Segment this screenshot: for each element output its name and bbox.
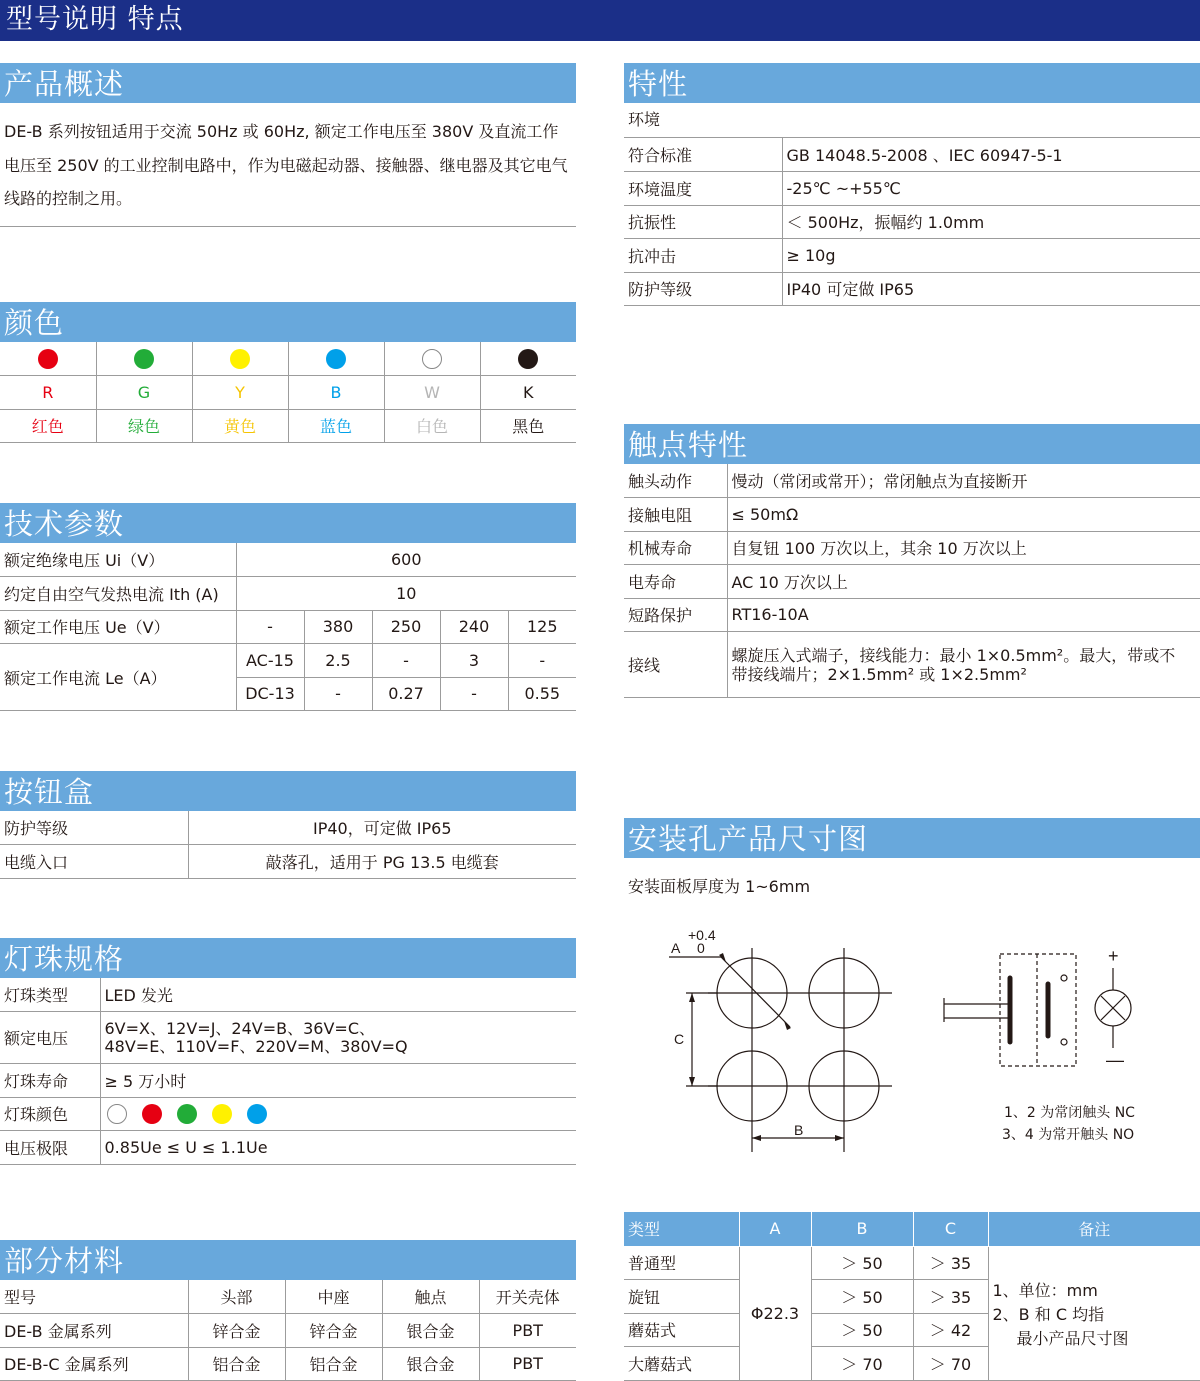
box-label: 电缆入口 [0, 845, 188, 879]
color-name: 白色 [384, 409, 480, 443]
no-note: 3、4 为常开触头 NO [1002, 1127, 1135, 1143]
material-cell: 银合金 [382, 1314, 479, 1348]
color-name: 黄色 [192, 409, 288, 443]
voltage-value: 240 [440, 610, 508, 644]
contact-section [624, 424, 1200, 698]
color-code-row [0, 376, 576, 410]
insulation-label: 额定绝缘电压 Ui（V） [0, 543, 236, 577]
color-swatch-green [96, 342, 192, 376]
table-row [0, 1314, 576, 1348]
mount-title: 安装孔产品尺寸图 [624, 818, 1200, 858]
contact-title: 触点特性 [624, 424, 1200, 464]
yellow-dot-icon [230, 349, 250, 369]
table-row [624, 205, 1200, 239]
current-value: - [372, 644, 440, 678]
blue-dot-icon [326, 349, 346, 369]
yellow-dot-icon [212, 1104, 232, 1124]
table-row [0, 1097, 576, 1131]
red-dot-icon [38, 349, 58, 369]
lamp-life-label: 灯珠寿命 [0, 1064, 100, 1098]
color-name-row [0, 409, 576, 443]
material-cell: PBT [479, 1314, 576, 1348]
dim-c-label: C [674, 1031, 685, 1047]
mounting-hole-diagram [624, 920, 1200, 1160]
tech-title: 技术参数 [0, 503, 576, 543]
dim-b-value: ＞ 50 [811, 1313, 913, 1347]
tech-section [0, 503, 576, 711]
current-value: 0.27 [372, 677, 440, 711]
green-dot-icon [177, 1104, 197, 1124]
black-dot-icon [518, 349, 538, 369]
current-label: 额定工作电流 Le（A） [0, 644, 236, 711]
thermal-value: 10 [236, 577, 576, 611]
box-section [0, 771, 576, 879]
column-header: 开关壳体 [479, 1280, 576, 1314]
green-dot-icon [134, 349, 154, 369]
table-row [624, 632, 1200, 698]
material-cell: 锌合金 [285, 1314, 382, 1348]
lamp-section [0, 938, 576, 1165]
table-row [624, 464, 1200, 498]
color-swatch-black [480, 342, 576, 376]
contact-label: 电寿命 [624, 565, 727, 599]
table-row [0, 1131, 576, 1165]
current-value: - [440, 677, 508, 711]
contact-value: 慢动（常闭或常开）；常闭触点为直接断开 [727, 464, 1200, 498]
table-row [624, 172, 1200, 206]
lamp-limit-label: 电压极限 [0, 1131, 100, 1165]
table-row [0, 644, 576, 678]
materials-title: 部分材料 [0, 1240, 576, 1280]
box-value: IP40，可定做 IP65 [188, 811, 576, 845]
table-row [624, 138, 1200, 172]
table-row [624, 239, 1200, 273]
dim-type: 旋钮 [624, 1280, 739, 1314]
color-name: 红色 [0, 409, 96, 443]
prop-value: IP40 可定做 IP65 [782, 272, 1200, 306]
table-header-row [624, 1212, 1200, 1246]
lamp-type-label: 灯珠类型 [0, 978, 100, 1012]
dim-note: 1、单位：mm [992, 1281, 1098, 1300]
color-name: 绿色 [96, 409, 192, 443]
table-row [624, 531, 1200, 565]
dim-note: 2、B 和 C 均指 [992, 1305, 1105, 1324]
prop-label: 符合标准 [624, 138, 782, 172]
voltage-value: - [236, 610, 304, 644]
table-header-row [0, 1280, 576, 1314]
tolerance-zero: 0 [697, 940, 705, 956]
voltage-label: 额定工作电压 Ue（V） [0, 610, 236, 644]
box-table [0, 811, 576, 879]
lamp-volt-line: 48V=E、110V=F、220V=M、380V=Q [104, 1036, 408, 1056]
table-row [0, 978, 576, 1012]
dim-notes [988, 1246, 1200, 1380]
table-row [624, 1246, 1200, 1280]
box-title: 按钮盒 [0, 771, 576, 811]
dims-section [624, 1212, 1200, 1381]
column-header: 触点 [382, 1280, 479, 1314]
contact-value: ≤ 50mΩ [727, 498, 1200, 532]
wiring-line: 螺旋压入式端子，接线能力：最小 1×0.5mm²。最大，带或不 [731, 645, 1176, 665]
props-title: 特性 [624, 63, 1200, 103]
contact-label: 机械寿命 [624, 531, 727, 565]
wiring-line: 带接线端片；2×1.5mm² 或 1×2.5mm² [731, 664, 1027, 684]
table-row [0, 1064, 576, 1098]
dim-a-label: A [671, 940, 681, 956]
dc-label: DC-13 [236, 677, 304, 711]
prop-value: GB 14048.5-2008 、IEC 60947-5-1 [782, 138, 1200, 172]
overview-title: 产品概述 [0, 63, 576, 103]
white-dot-icon [107, 1104, 127, 1124]
mount-thickness: 安装面板厚度为 1~6mm [628, 877, 811, 896]
table-row [624, 498, 1200, 532]
material-model: DE-B-C 金属系列 [0, 1347, 188, 1381]
prop-label: 防护等级 [624, 272, 782, 306]
ac-label: AC-15 [236, 644, 304, 678]
column-header: 型号 [0, 1280, 188, 1314]
column-header: 类型 [624, 1212, 739, 1246]
table-row [624, 598, 1200, 632]
thermal-label: 约定自由空气发热电流 Ith (A) [0, 577, 236, 611]
contact-value: 自复钮 100 万次以上，其余 10 万次以上 [727, 531, 1200, 565]
lamp-volt-line: 6V=X、12V=J、24V=B、36V=C、 [104, 1018, 375, 1038]
color-code: B [288, 376, 384, 410]
table-row [0, 577, 576, 611]
prop-label: 环境温度 [624, 172, 782, 206]
material-cell: PBT [479, 1347, 576, 1381]
colors-title: 颜色 [0, 302, 576, 342]
dim-type: 普通型 [624, 1246, 739, 1280]
materials-table [0, 1280, 576, 1381]
dim-c-value: ＞ 70 [913, 1347, 988, 1381]
color-code: W [384, 376, 480, 410]
mount-section [624, 818, 1200, 897]
color-swatch-red [0, 342, 96, 376]
table-row [0, 811, 576, 845]
dim-b-value: ＞ 50 [811, 1246, 913, 1280]
dim-a-value: Φ22.3 [739, 1246, 811, 1380]
current-value: - [508, 644, 576, 678]
contact-table [624, 464, 1200, 698]
column-header: 头部 [188, 1280, 285, 1314]
color-swatch-blue [288, 342, 384, 376]
column-header: B [811, 1212, 913, 1246]
color-name: 蓝色 [288, 409, 384, 443]
lamp-volt-value [100, 1012, 576, 1064]
voltage-value: 380 [304, 610, 372, 644]
colors-table [0, 342, 576, 443]
color-dot-row [0, 342, 576, 376]
dim-b-label: B [794, 1122, 804, 1138]
lamp-color-dots [100, 1097, 576, 1131]
contact-label: 短路保护 [624, 598, 727, 632]
color-code: K [480, 376, 576, 410]
minus-sign: — [1106, 1050, 1124, 1070]
voltage-value: 125 [508, 610, 576, 644]
material-model: DE-B 金属系列 [0, 1314, 188, 1348]
box-label: 防护等级 [0, 811, 188, 845]
column-header: A [739, 1212, 811, 1246]
table-row [624, 272, 1200, 306]
tech-table [0, 543, 576, 711]
wiring-label: 接线 [624, 632, 727, 698]
colors-section [0, 302, 576, 443]
table-row [0, 543, 576, 577]
lamp-volt-label: 额定电压 [0, 1012, 100, 1064]
material-cell: 铝合金 [285, 1347, 382, 1381]
materials-section [0, 1240, 576, 1381]
dim-b-value: ＞ 70 [811, 1347, 913, 1381]
overview-section [0, 63, 576, 227]
column-header: 备注 [988, 1212, 1200, 1246]
lamp-type-value: LED 发光 [100, 978, 576, 1012]
color-name: 黑色 [480, 409, 576, 443]
header-bar [0, 0, 1200, 41]
contact-label: 接触电阻 [624, 498, 727, 532]
prop-value: ＜ 500Hz，振幅约 1.0mm [782, 205, 1200, 239]
table-row [624, 565, 1200, 599]
white-dot-icon [422, 349, 442, 369]
nc-note: 1、2 为常闭触头 NC [1004, 1105, 1135, 1121]
dim-type: 大蘑菇式 [624, 1347, 739, 1381]
material-cell: 铝合金 [188, 1347, 285, 1381]
voltage-value: 250 [372, 610, 440, 644]
props-section [624, 63, 1200, 306]
plus-sign: + [1108, 946, 1119, 966]
dim-c-value: ＞ 35 [913, 1246, 988, 1280]
dim-b-value: ＞ 50 [811, 1280, 913, 1314]
color-code: G [96, 376, 192, 410]
table-row [0, 1012, 576, 1064]
color-swatch-white [384, 342, 480, 376]
wiring-value [727, 632, 1200, 698]
dim-note: 最小产品尺寸图 [1016, 1329, 1129, 1348]
env-label: 环境 [624, 103, 1200, 138]
column-header: C [913, 1212, 988, 1246]
insulation-value: 600 [236, 543, 576, 577]
contact-label: 触头动作 [624, 464, 727, 498]
lamp-table [0, 978, 576, 1165]
current-value: 3 [440, 644, 508, 678]
table-row [0, 845, 576, 879]
blue-dot-icon [247, 1104, 267, 1124]
tolerance-plus: +0.4 [688, 927, 716, 943]
current-value: 0.55 [508, 677, 576, 711]
color-code: R [0, 376, 96, 410]
page-title: 型号说明 特点 [6, 4, 184, 35]
prop-label: 抗冲击 [624, 239, 782, 273]
dim-c-value: ＞ 35 [913, 1280, 988, 1314]
prop-label: 抗振性 [624, 205, 782, 239]
box-value: 敲落孔，适用于 PG 13.5 电缆套 [188, 845, 576, 879]
material-cell: 锌合金 [188, 1314, 285, 1348]
red-dot-icon [142, 1104, 162, 1124]
lamp-limit-value: 0.85Ue ≤ U ≤ 1.1Ue [100, 1131, 576, 1165]
color-code: Y [192, 376, 288, 410]
dim-c-value: ＞ 42 [913, 1313, 988, 1347]
lamp-title: 灯珠规格 [0, 938, 576, 978]
dim-type: 蘑菇式 [624, 1313, 739, 1347]
contact-value: AC 10 万次以上 [727, 565, 1200, 599]
overview-text: DE-B 系列按钮适用于交流 50Hz 或 60Hz, 额定工作电压至 380V 及直流工作电压至 250V 的工业控制电路中，作为电磁起动器、接触器、继电器及其它电气线路的控制之用。 [0, 103, 576, 227]
column-header: 中座 [285, 1280, 382, 1314]
current-value: - [304, 677, 372, 711]
color-swatch-yellow [192, 342, 288, 376]
table-row [0, 610, 576, 644]
table-row [0, 1347, 576, 1381]
lamp-color-label: 灯珠颜色 [0, 1097, 100, 1131]
props-table [624, 138, 1200, 306]
lamp-life-value: ≥ 5 万小时 [100, 1064, 576, 1098]
current-value: 2.5 [304, 644, 372, 678]
dims-table [624, 1212, 1200, 1381]
prop-value: -25℃ ~+55℃ [782, 172, 1200, 206]
prop-value: ≥ 10g [782, 239, 1200, 273]
material-cell: 银合金 [382, 1347, 479, 1381]
contact-value: RT16-10A [727, 598, 1200, 632]
